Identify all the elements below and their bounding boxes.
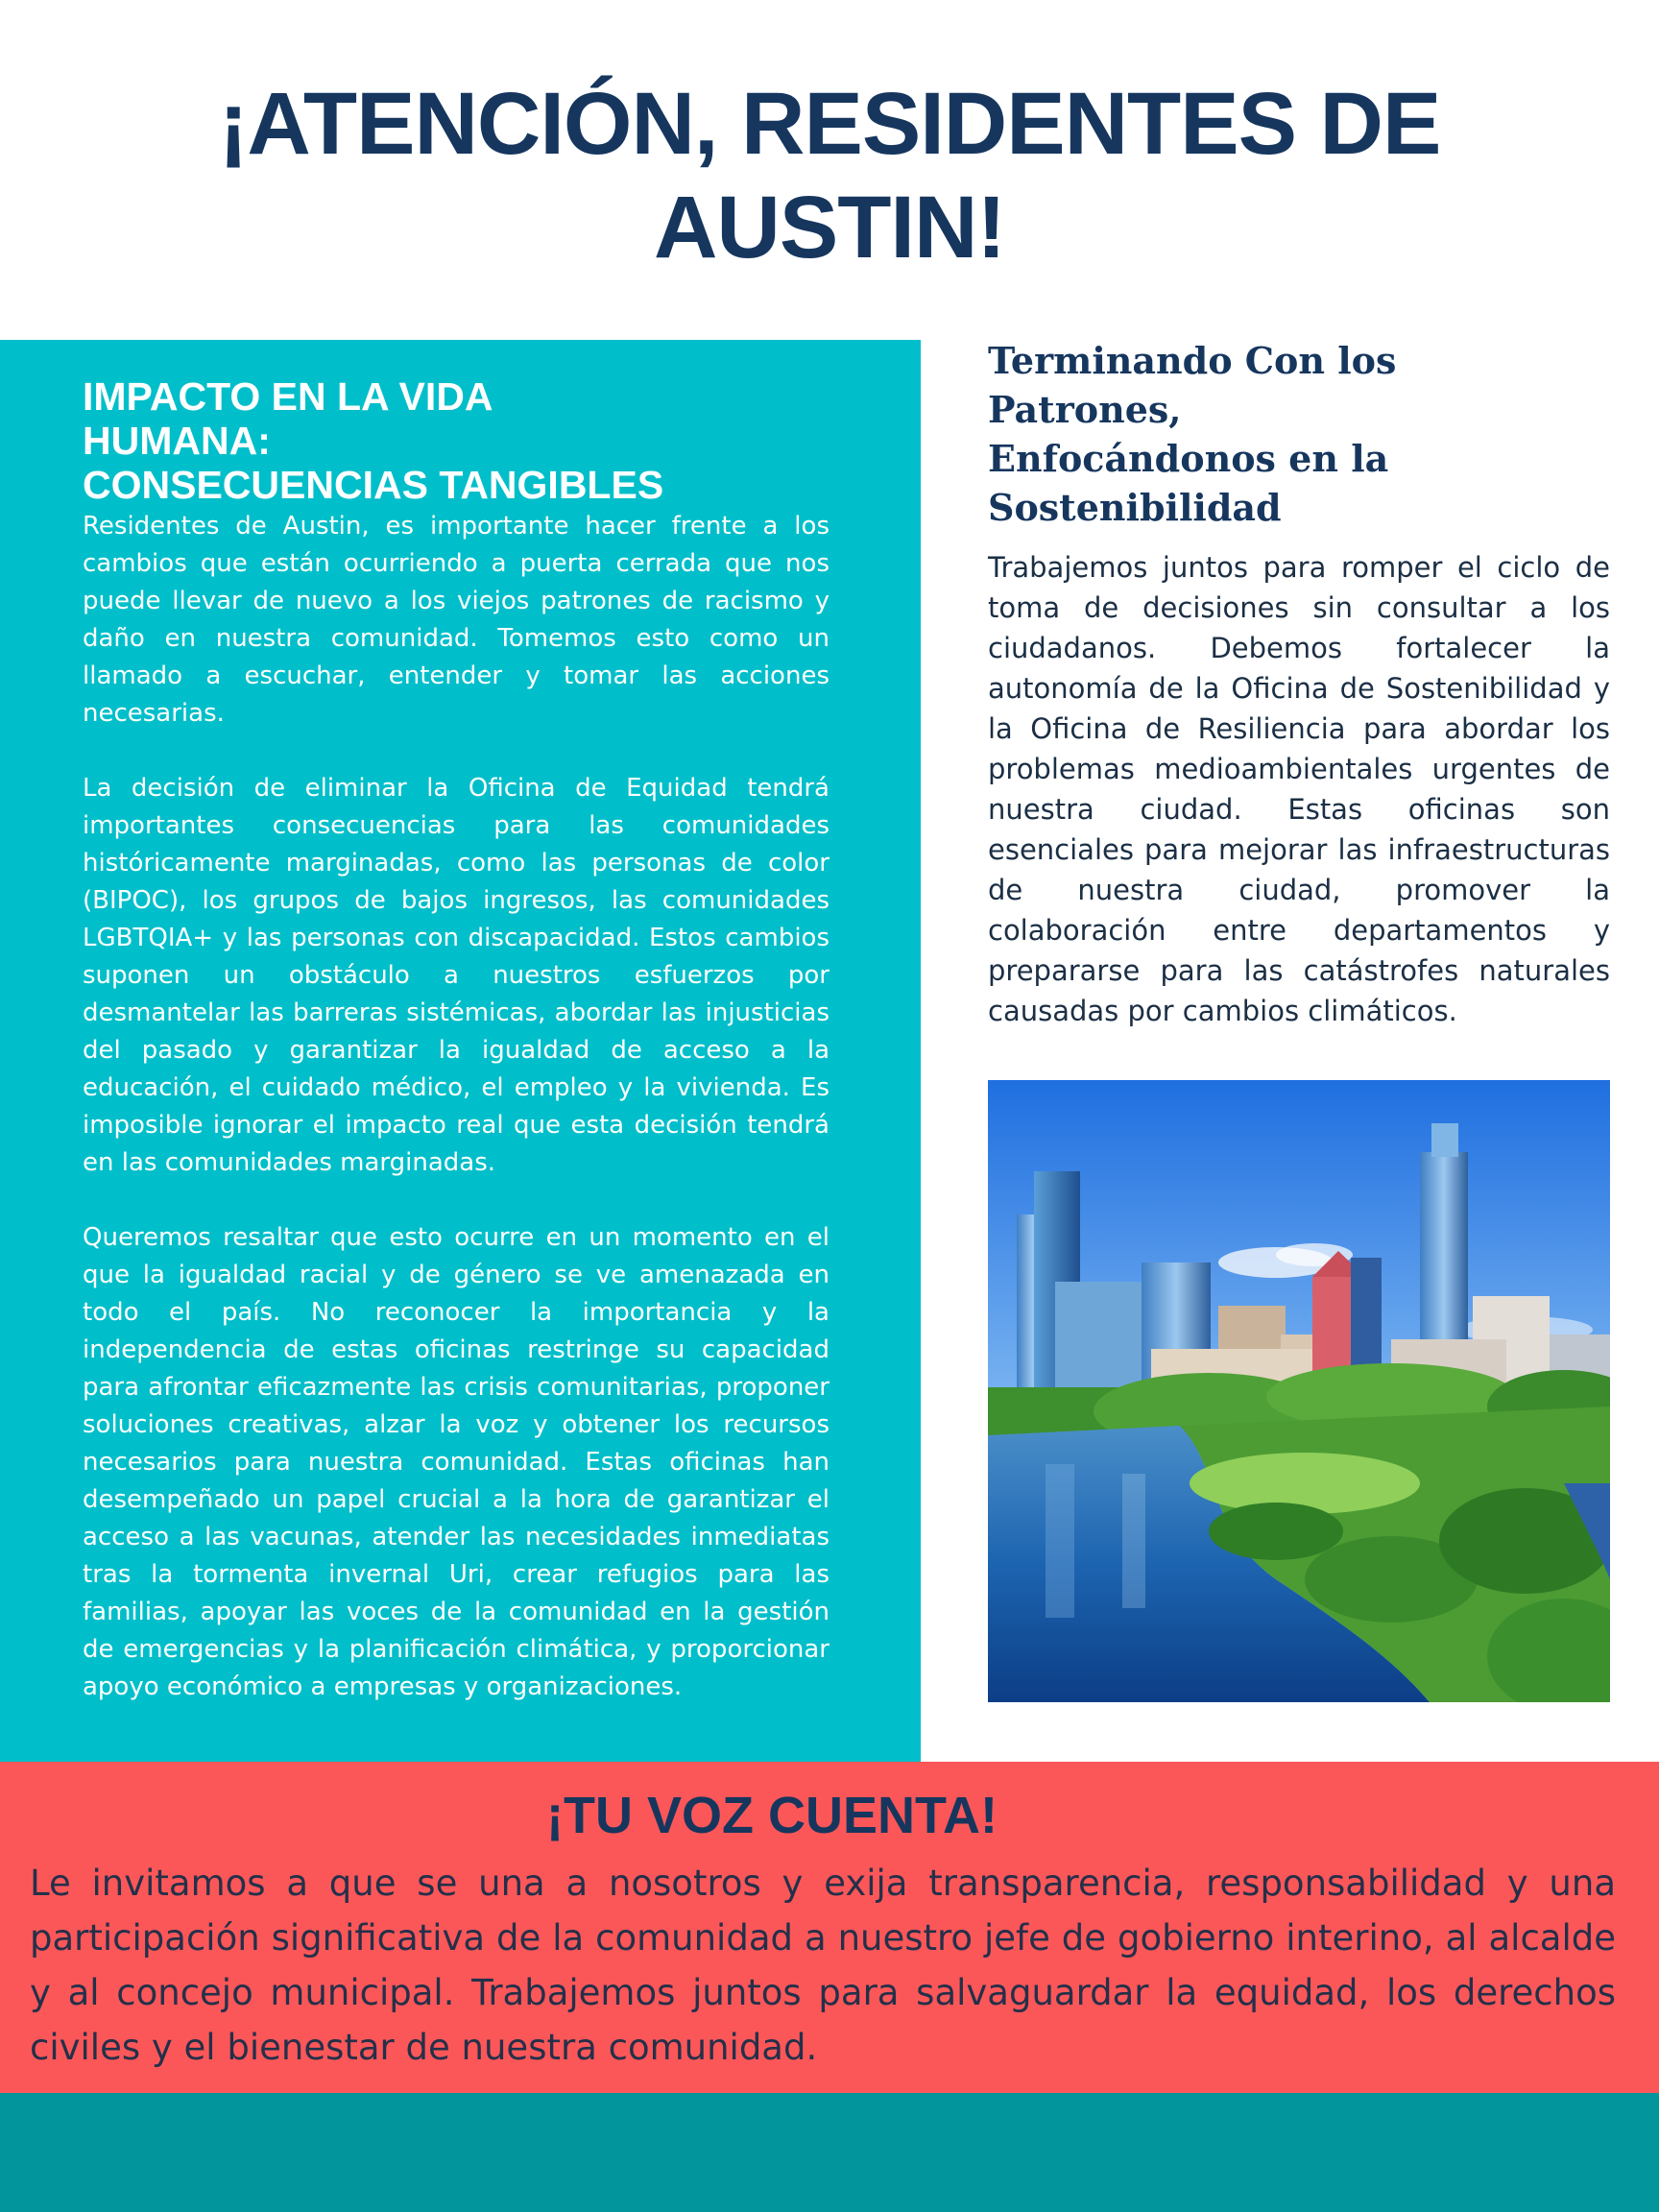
impact-paragraph: Queremos resaltar que esto ocurre en un momento en el que la igualdad racial y de género se ve amenazada en todo el país. No reconocer la importancia y la independencia de estas oficinas restringe su capacidad para afrontar eficazmente las crisis comunitarias, proponer soluciones creativas, alzar la voz y obtener los recursos necesarios para nuestra comunidad. Estas oficinas han desempeñado un papel crucial a la hora de garantizar el acceso a las vacunas, atender las necesidades inmediatas tras la tormenta invernal Uri, crear refugios para las familias, apoyar las voces de la comunidad en la gestión de emergencias y la planificación climática, y proporcionar apoyo económico a empresas y organizaciones. [83, 1223, 830, 1701]
call-to-action-heading: ¡TU VOZ CUENTA! [546, 1787, 998, 1844]
impact-heading-line: IMPACTO EN LA VIDA [83, 374, 493, 419]
impact-paragraph: La decisión de eliminar la Oficina de Equidad tendrá importantes consecuencias para las comunidades históricamente marginadas, como las personas de color (BIPOC), los grupos de bajos ingresos, las comunidades LGBTQIA+ y las personas con discapacidad. Estos cambios suponen un obstáculo a nuestros esfuerzos por desmantelar las barreras sistémicas, abordar las injusticias del pasado y garantizar la igualdad de acceso a la educación, el cuidado médico, el empleo y la vivienda. Es imposible ignorar el impacto real que esta decisión tendrá en las comunidades marginadas. [83, 774, 830, 1177]
sustainability-heading-line: Patrones, [988, 388, 1182, 431]
sustainability-heading-line: Enfocándonos en la [988, 437, 1389, 480]
footer-band [0, 2093, 1659, 2212]
sustainability-heading-line: Terminando Con los [988, 339, 1397, 382]
sustainability-body: Trabajemos juntos para romper el ciclo de toma de decisiones sin consultar a los ciudadanos. Debemos fortalecer la autonomía de la Oficina de Sostenibilidad y la Oficina de Resiliencia para abordar los problemas medioambientales urgentes de nuestra ciudad. Estas oficinas son esenciales para mejorar las infraestructuras de nuestra ciudad, promover la colaboración entre departamentos y prepararse para las catástrofes naturales causadas por cambios climáticos. [988, 551, 1610, 1027]
impact-body [83, 508, 830, 1706]
impact-heading-line: HUMANA: [83, 419, 271, 463]
impact-heading-line: CONSECUENCIAS TANGIBLES [83, 463, 664, 507]
sustainability-heading-line: Sostenibilidad [988, 486, 1282, 529]
call-to-action-body: Le invitamos a que se una a nosotros y exija transparencia, responsabilidad y una participación significativa de la comunidad a nuestro jefe de gobierno interino, al alcalde y al concejo municipal. Trabajemos juntos para salvaguardar la equidad, los derechos civiles y el bienestar de nuestra comunidad. [30, 1863, 1616, 2068]
sustainability-heading [988, 336, 1602, 532]
austin-skyline-photo [988, 1080, 1610, 1702]
impact-heading [83, 374, 851, 507]
impact-paragraph: Residentes de Austin, es importante hacer frente a los cambios que están ocurriendo a puerta cerrada que nos puede llevar de nuevo a los viejos patrones de racismo y daño en nuestra comunidad. Tomemos esto como un llamado a escuchar, entender y tomar las acciones necesarias. [83, 512, 830, 728]
page-title: ¡ATENCIÓN, RESIDENTES DE AUSTIN! [218, 75, 1441, 276]
